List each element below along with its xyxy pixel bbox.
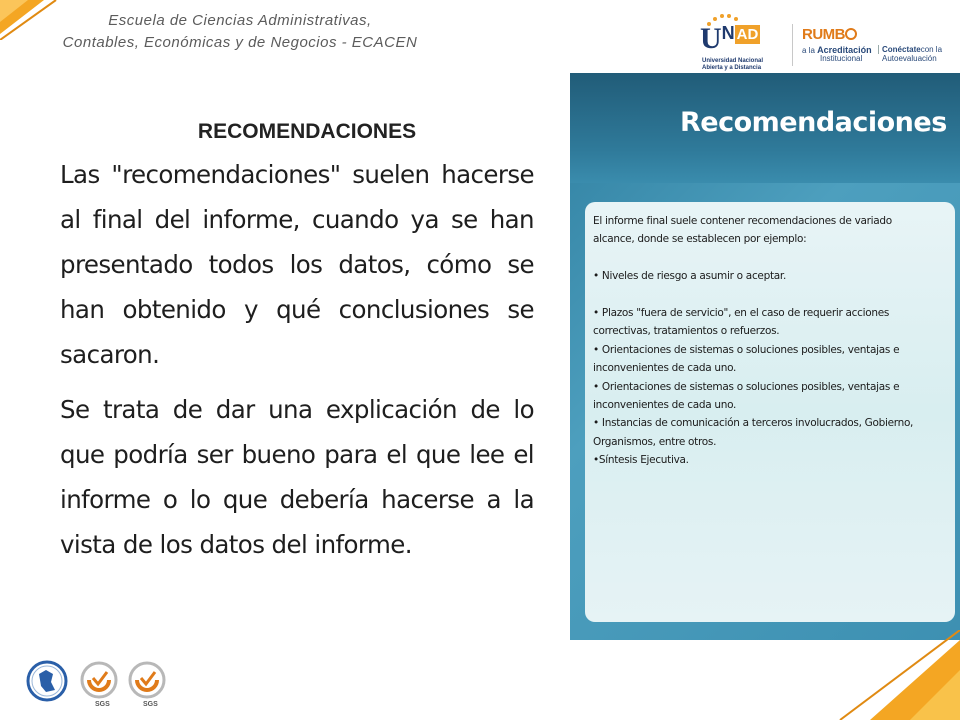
slide-line xyxy=(593,249,949,267)
school-title-line2: Contables, Económicas y de Negocios - ECACEN xyxy=(62,34,418,51)
school-title xyxy=(0,10,480,54)
paragraph-2: Se trata de dar una explicación de lo que podría ser bueno para el que lee el informe o lo que debería hacerse a la vista de los datos del informe. xyxy=(60,395,534,559)
slide-line: correctivas, tratamientos o refuerzos. xyxy=(593,325,780,338)
rumbo-conectate: Conéctate xyxy=(882,45,921,54)
unad-logo xyxy=(700,14,792,72)
slide-line: •Síntesis Ejecutiva. xyxy=(593,454,689,467)
recommendations-slide-image xyxy=(570,73,960,640)
main-content xyxy=(60,120,534,577)
unad-subtitle xyxy=(702,58,763,72)
sgs-certification-1-icon xyxy=(78,660,120,704)
rumbo-word-text: RUMB xyxy=(802,26,845,43)
slide-line xyxy=(593,286,949,304)
rumbo-con-la: con la xyxy=(920,45,943,54)
school-title-line1: Escuela de Ciencias Administrativas, xyxy=(108,12,372,29)
slide-line: • Orientaciones de sistemas o soluciones posibles, ventajas e xyxy=(593,343,900,356)
corner-decoration-bottom-right xyxy=(810,630,960,720)
rumbo-conectate-line xyxy=(878,45,942,54)
slide-title-band xyxy=(570,73,960,183)
slide-line: • Plazos "fuera de servicio", en el caso de requerir acciones xyxy=(593,307,890,320)
colombia-seal-icon xyxy=(26,660,68,702)
slide-line: El informe final suele contener recomendaciones de variado xyxy=(593,215,892,227)
unad-n: N xyxy=(721,23,735,43)
unad-u: U xyxy=(700,22,722,55)
rumbo-acreditacion-logo xyxy=(802,26,952,66)
slide-line: • Niveles de riesgo a asumir o aceptar. xyxy=(593,270,786,283)
slide-line: alcance, donde se establecen por ejemplo: xyxy=(593,233,807,246)
unad-wordmark xyxy=(700,22,760,56)
slide-line: inconvenientes de cada uno. xyxy=(593,399,737,412)
paragraph-1: Las "recomendaciones" suelen hacerse al final del informe, cuando ya se han presentado todos los datos, cómo se han obtenido y qué conclusiones se sacaron. xyxy=(60,160,534,369)
rumbo-pre: a la xyxy=(802,46,818,55)
slide-text xyxy=(593,212,949,470)
rumbo-autoevaluacion: Autoevaluación xyxy=(882,54,937,63)
rumbo-compass-icon xyxy=(845,28,857,40)
slide-line: • Instancias de comunicación a terceros involucrados, Gobierno, xyxy=(593,417,914,430)
unad-subtitle-line2: Abierta y a Distancia xyxy=(702,65,762,71)
slide-text-panel xyxy=(585,202,955,622)
slide-title: Recomendaciones xyxy=(680,107,947,138)
rumbo-acreditacion: Acreditación xyxy=(817,45,872,55)
page-heading: RECOMENDACIONES xyxy=(197,120,417,143)
unad-subtitle-line1: Universidad Nacional xyxy=(702,58,764,64)
unad-ad: AD xyxy=(736,26,759,43)
rumbo-word xyxy=(802,26,857,43)
slide-line: inconvenientes de cada uno. xyxy=(593,362,737,375)
slide-line: Organismos, entre otros. xyxy=(593,435,717,448)
logo-divider xyxy=(792,24,793,66)
sgs-label-2: SGS xyxy=(143,701,158,708)
slide-line: • Orientaciones de sistemas o soluciones posibles, ventajas e xyxy=(593,380,900,393)
rumbo-institucional: Institucional xyxy=(820,54,863,63)
sgs-certification-2-icon xyxy=(126,660,168,704)
sgs-label-1: SGS xyxy=(95,701,110,708)
